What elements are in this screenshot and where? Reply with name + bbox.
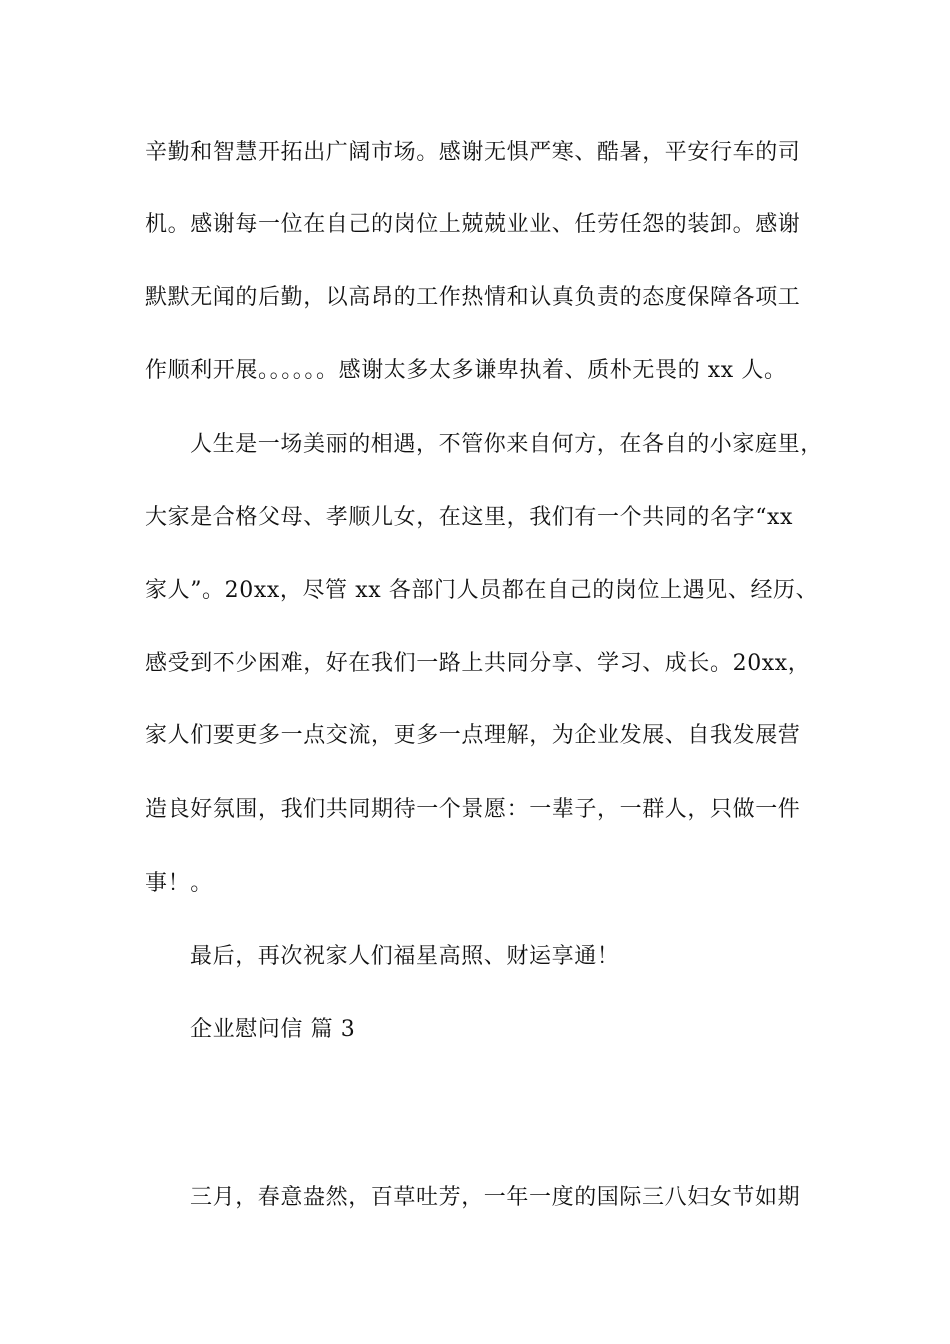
text-line: 家人们要更多一点交流，更多一点理解，为企业发展、自我发展营 (145, 723, 801, 748)
text-line: 默默无闻的后勤，以高昂的工作热情和认真负责的态度保障各项工 (145, 285, 801, 310)
text-line: 辛勤和智慧开拓出广阔市场。感谢无惧严寒、酷暑，平安行车的司 (145, 140, 801, 165)
text-line: 人生是一场美丽的相遇，不管你来自何方，在各自的小家庭里， (190, 432, 823, 457)
text-line: 造良好氛围，我们共同期待一个景愿：一辈子，一群人，只做一件 (145, 797, 801, 822)
text-line: 大家是合格父母、孝顺儿女，在这里，我们有一个共同的名字“xx (145, 505, 794, 530)
text-line: 机。感谢每一位在自己的岗位上兢兢业业、任劳任怨的装卸。感谢 (145, 212, 801, 237)
section-heading: 企业慰问信 篇 3 (190, 1017, 356, 1042)
closing-line: 最后，再次祝家人们福星高照、财运享通！ (190, 944, 620, 969)
text-line: 感受到不少困难，好在我们一路上共同分享、学习、成长。20xx， (145, 651, 811, 676)
text-line: 作顺利开展。。。。。。感谢太多太多谦卑执着、质朴无畏的 xx 人。 (145, 358, 787, 383)
text-line: 三月，春意盎然，百草吐芳，一年一度的国际三八妇女节如期 (190, 1185, 801, 1210)
text-line: 事！。 (145, 871, 213, 896)
text-line: 家人”。20xx，尽管 xx 各部门人员都在自己的岗位上遇见、经历、 (145, 578, 819, 603)
